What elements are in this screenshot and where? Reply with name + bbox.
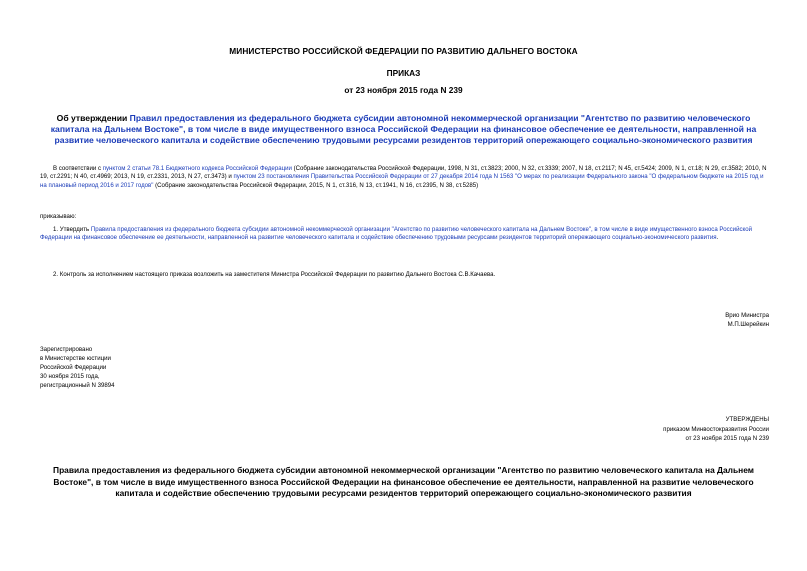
- registration-line-3: Российской Федерации: [40, 364, 107, 371]
- order-item-1-text: 1. Утвердить: [53, 226, 91, 233]
- budget-code-link[interactable]: пунктом 2 статьи 78.1 Бюджетного кодекса Российской Федерации: [102, 165, 292, 172]
- order-item-1: [40, 226, 770, 243]
- registration-block: [40, 345, 115, 390]
- preamble-paragraph: [40, 165, 770, 190]
- rules-link[interactable]: Правила предоставления из федерального бюджета субсидии автономной некоммерческой организации "Агентство по развитию человеческого капитала на Дальнем Востоке", в том числе в виде имущественного взноса Российской Федерации на финансовое обеспечение ее деятельности, направленной на развитие человеческого капитала и содействие обеспечению трудовыми ресурсами резидентов территорий опережающего социально-экономического развития: [40, 226, 753, 242]
- government-decree-link[interactable]: пунктом 23 постановления Правительства Российской Федерации от 27 декабря 2014 года N 1563 "О мерах по реализации Федерального закона "О федеральном бюджете на 2015 год и на плановый период 2016 и 2017 годов": [40, 173, 764, 189]
- approval-line-2: приказом Минвостокразвития России: [663, 425, 769, 433]
- ministry-heading: МИНИСТЕРСТВО РОССИЙСКОЙ ФЕДЕРАЦИИ ПО РАЗВИТИЮ ДАЛЬНЕГО ВОСТОКА: [229, 46, 578, 56]
- order-title: [40, 113, 767, 146]
- preamble-text-3: (Собрание законодательства Российской Федерации, 2015, N 1, ст.316, N 13, ст.1941, N 16, ст.2395, N 38, ст.5285): [153, 181, 479, 189]
- order-word: приказываю:: [40, 213, 77, 220]
- order-date: от 23 ноября 2015 года N 239: [344, 85, 463, 95]
- order-title-prefix: Об утверждении: [56, 113, 130, 123]
- approval-line-3: от 23 ноября 2015 года N 239: [685, 435, 769, 442]
- order-item-1-end: .: [716, 234, 719, 242]
- preamble-text-2: (Собрание законодательства Российской Федерации, 1998, N 31, ст.3823; 2000, N 32, ст.3339; 2007, N 18, ст.2117; N 45, ст.5424; 2009, N 1, ст.18; N 29, ст.3582; 2010, N 19, ст.2291; N 40, ст.4969; 2013, N 19, ст.2331, 2013, N 27, ст.3473) и: [40, 165, 767, 181]
- registration-line-1: Зарегистрировано: [40, 346, 93, 353]
- order-item-2: 2. Контроль за исполнением настоящего приказа возложить на заместителя Министра Российской Федерации по развитию Дальнего Востока С.В.Качаева.: [53, 271, 496, 278]
- order-heading: ПРИКАЗ: [386, 68, 421, 78]
- signature-position: Врио Министра: [725, 312, 769, 319]
- registration-line-2: в Министерстве юстиции: [40, 355, 111, 362]
- approval-line-1: УТВЕРЖДЕНЫ: [725, 416, 769, 423]
- rules-title: Правила предоставления из федерального бюджета субсидии автономной некоммерческой организации "Агентство по развитию человеческого капитала на Дальнем Востоке", в том числе в виде имущественного взноса Российской Федерации на финансовое обеспечение ее деятельности, направленной на развитие человеческого капитала и содействие обеспечению трудовыми ресурсами резидентов территорий опережающего социально-экономического развития: [53, 465, 754, 498]
- signature-block: [725, 311, 769, 329]
- registration-line-5: регистрационный N 39894: [40, 382, 115, 389]
- registration-line-4: 30 ноября 2015 года,: [40, 373, 100, 380]
- approval-block: [663, 415, 769, 444]
- signature-name: М.П.Шерейкин: [727, 321, 769, 328]
- preamble-text-1: В соответствии с: [53, 165, 103, 172]
- order-title-link[interactable]: Правил предоставления из федерального бюджета субсидии автономной некоммерческой организации "Агентство по развитию человеческого капитала на Дальнем Востоке", в том числе в виде имущественного взноса Российской Федерации на финансовое обеспечение ее деятельности, направленной на развитие человеческого капитала и содействие обеспечению трудовыми ресурсами резидентов территорий опережающего социально-экономического развития: [50, 113, 757, 145]
